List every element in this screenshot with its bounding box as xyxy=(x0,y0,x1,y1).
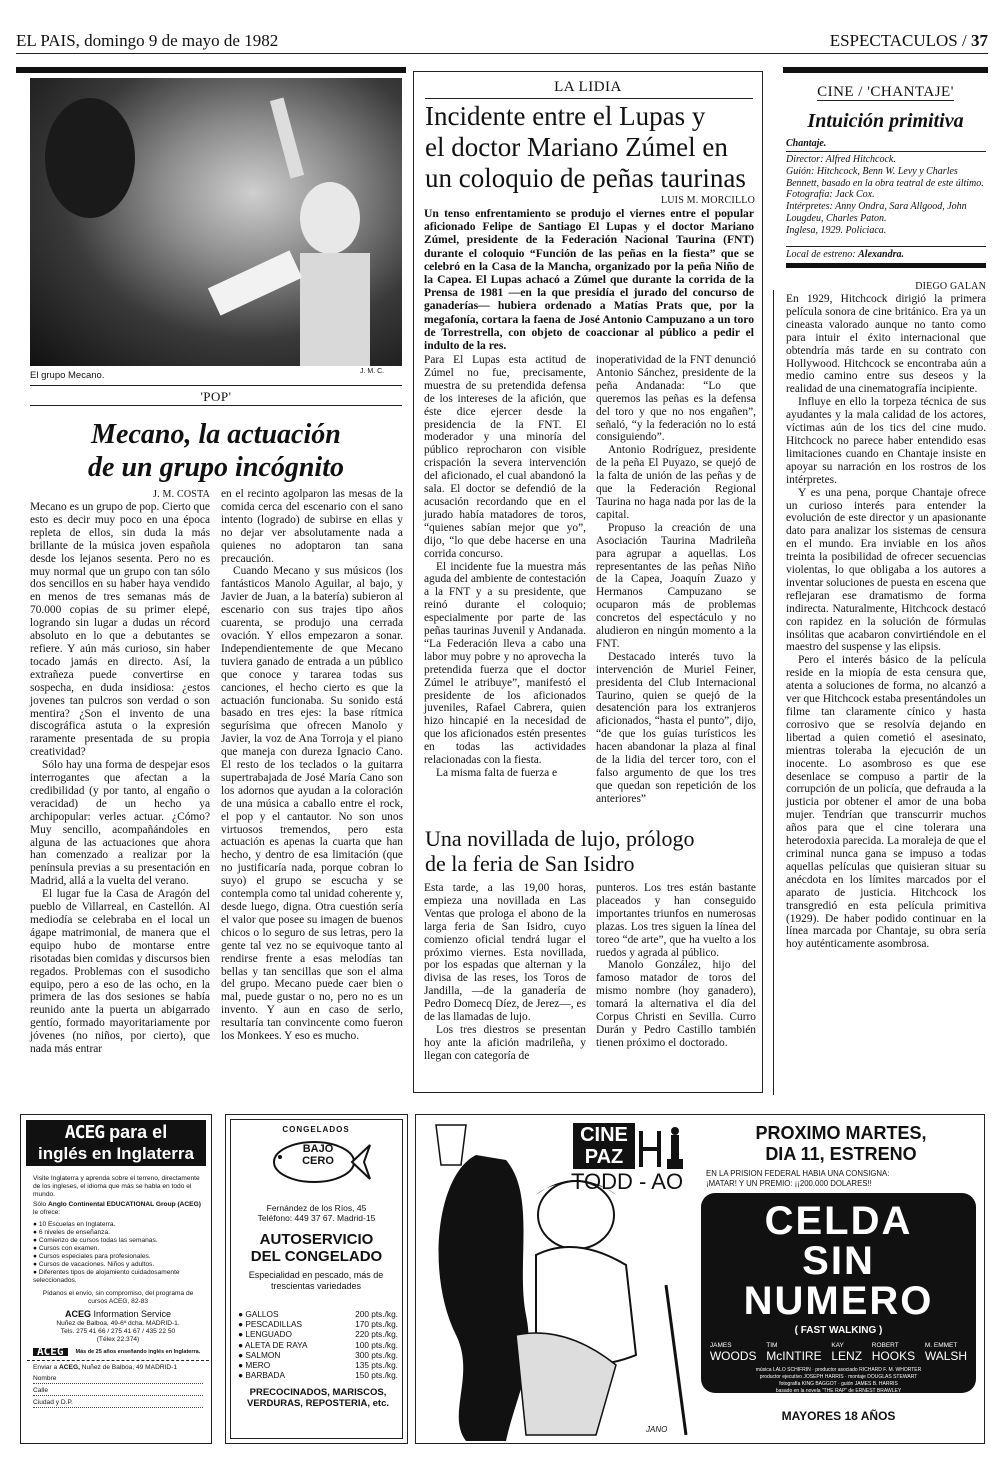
band-silhouette xyxy=(30,78,402,366)
text: ACEG, xyxy=(59,1364,80,1371)
price: 170 pts./kg. xyxy=(355,1319,398,1330)
headline-line: Mecano, la actuación xyxy=(91,419,341,450)
item: ALETA DE RAYA xyxy=(244,1339,308,1350)
price-row: ● SALMON 300 pts./kg. xyxy=(238,1349,398,1360)
aceg-tagline: Más de 25 años enseñando inglés en Inglaterra. xyxy=(75,1349,201,1355)
cast-last: WALSH xyxy=(924,1349,968,1363)
paragraph: La misma falta de fuerza e xyxy=(436,767,558,779)
price: 220 pts./kg. xyxy=(355,1329,398,1340)
price: 300 pts./kg. xyxy=(355,1349,398,1360)
price-row: ● PESCADILLAS 170 pts./kg. xyxy=(238,1319,398,1330)
item: SALMON xyxy=(245,1349,281,1360)
photo-caption: El grupo Mecano. xyxy=(30,370,105,381)
banner-text: inglés en Inglaterra xyxy=(38,1144,194,1163)
headline-line: de un grupo incógnito xyxy=(88,452,344,483)
cast-member xyxy=(872,1342,915,1363)
cast-last: HOOKS xyxy=(871,1349,916,1363)
artist-signature: JANO xyxy=(646,1425,668,1434)
raised-arm xyxy=(270,98,304,179)
film-credits xyxy=(786,154,986,237)
price-row: ● ALETA DE RAYA 100 pts./kg. xyxy=(238,1339,398,1350)
woman-hair xyxy=(439,1155,529,1441)
item: BARBADA xyxy=(245,1370,285,1381)
credit-line: productor y director JAMES B. HARRIS xyxy=(794,1395,883,1401)
price-row: ● MERO 135 pts./kg. xyxy=(238,1360,398,1371)
rule xyxy=(425,98,753,99)
original-title: ( FAST WALKING ) xyxy=(794,1325,883,1336)
aceg-address: Nuñez de Balboa, 49-6º dcha. MADRID-1. xyxy=(56,1320,180,1327)
bullet-item: ● Cursos con examen. xyxy=(33,1245,100,1252)
emblem-icon xyxy=(436,1125,466,1165)
rule xyxy=(786,151,986,152)
cast-last: LENZ xyxy=(831,1349,863,1363)
text: ACEG xyxy=(64,1309,91,1319)
lidia-headline xyxy=(425,101,755,194)
format-todd-ao: TODD - AO xyxy=(571,1169,684,1194)
section-tag-lidia: LA LIDIA xyxy=(554,79,622,95)
aceg-footer xyxy=(33,1345,203,1358)
bullet-item: ● 10 Escuelas en Inglaterra. xyxy=(33,1221,116,1228)
store-phone: Teléfono: 449 37 67. Madrid-15 xyxy=(257,1213,376,1223)
paragraph: Esta tarde, a las 19,00 horas, empieza una novillada en Las Ventas que prologa el abono de la larga feria de San Isidro, cuyo comienzo oficial tendrá lugar el próximo viernes. Esta novillada, por los espadas que alternan y la divisa de las reses, los Toros de Jandilla, —de la ganadería de Pedro Domecq Díez, de Jerez—, es de las llamadas de lujo. xyxy=(424,882,586,1024)
page-masthead xyxy=(16,8,988,54)
cast-first: KAY xyxy=(831,1342,844,1349)
aceg-telex: (Télex 22.374) xyxy=(96,1336,140,1343)
headline-line: DEL CONGELADO xyxy=(250,1248,383,1265)
paragraph: El lugar fue la Casa de Aragón del pueblo de Villarreal, en Castellón. Al mediodía se celebraba en el local un ágape matrimonial, de manera que el equipo hubo de montarse entre risotadas bien comidas y discursos bien regados. Problemas con el susodicho equipo, pero a eso de las ocho, en la primera de las dos sesiones se había reunido ante la puerta un abigarrado gentío, formado mayoritariamente por jóvenes (no niños, por cierto), que nada más entrar xyxy=(30,888,211,1056)
paragraph: Pero el interés básico de la película reside en la miopía de esta censura que, atenta a soluciones de forma, no alcanzó a ver que Hitchcock estaba presentándoles un filme tan claramente cínico y hasta corrosivo que se resolvía dejando en libertad a quien cometió el asesinato, mientras toleraba la ejecución de un inocente. Lo asombroso es que ese desenlace se compuso a partir de la corrupción de un policía, que defrauda a la justicia por obtener el amor de una boba mujer. Tendrían que transcurrir muchos años para que el cine tolerara una heterodoxia parecida. La moraleja de que el criminal nunca gana se impuso a todas aquellas películas que quisieran situar su anécdota en los límites marcados por el aparato de justicia. Hitchcock los transgredió en esta película primitiva (1929). De haber podido continuar en la línea marcada por Chantaje, su obra sería hoy auténticamente asombrosa. xyxy=(786,654,986,951)
aceg-phones: Tels. 275 41 66 / 275 41 67 / 435 22 50 xyxy=(60,1328,176,1335)
bullet-text: Cursos de vacaciones. Niños y adultos. xyxy=(38,1261,155,1268)
field-label: Calle xyxy=(33,1387,49,1394)
coupon-field-name[interactable] xyxy=(33,1375,203,1384)
bullet-item: ● Diferentes tipos de alojamiento cuidadosamente seleccionados. xyxy=(33,1269,180,1284)
ad-aceg xyxy=(20,1114,212,1444)
tagline-line: ¡MATAR! Y UN PREMIO: ¡¡200.000 DOLARES!! xyxy=(706,1178,872,1188)
venue-name: Alexandra. xyxy=(858,249,904,260)
bullet-item: ● Cursos de vacaciones. Niños y adultos. xyxy=(33,1261,155,1268)
item: PESCADILLAS xyxy=(245,1319,303,1330)
price-row: ● BARBADA 150 pts./kg. xyxy=(238,1370,398,1381)
tagline-line: EN LA PRISION FEDERAL HABIA UNA CONSIGNA: xyxy=(706,1169,890,1178)
cine-headline: Intuición primitiva xyxy=(807,110,964,132)
credit-line: Guión: Hitchcock, Benn W. Levy y Charles Bennett, basado en la obra teatral de este último. xyxy=(786,165,984,189)
headline-line: de la feria de San Isidro xyxy=(425,851,635,876)
cast-last: WOODS xyxy=(709,1349,757,1363)
rule xyxy=(783,67,988,73)
bullet-text: Cursos especiales para profesionales. xyxy=(38,1253,151,1260)
cast-last: McINTIRE xyxy=(766,1349,822,1363)
price: 200 pts./kg. xyxy=(355,1309,398,1319)
store-address: Fernández de los Ríos, 45 xyxy=(266,1203,367,1213)
credit-line: Fotografía: Jack Cox. xyxy=(786,189,875,201)
brand-line: CERO xyxy=(302,1155,334,1167)
coupon-field-city[interactable] xyxy=(33,1399,203,1408)
section-tag-cine xyxy=(783,84,988,101)
coupon-field-street[interactable] xyxy=(33,1387,203,1396)
field-label: Ciudad y D.P. xyxy=(33,1399,73,1406)
headline-line: el doctor Mariano Zúmel en xyxy=(425,132,728,162)
text: Sólo xyxy=(33,1201,49,1208)
section-tag-pop: 'POP' xyxy=(200,389,232,404)
aceg-bullets xyxy=(33,1221,203,1285)
bullet-item: ● Cursos especiales para profesionales. xyxy=(33,1253,151,1260)
price: 150 pts./kg. xyxy=(355,1370,398,1381)
guitar xyxy=(208,250,302,315)
banner-text: para el xyxy=(104,1122,168,1142)
aceg-small-logo: ACEG xyxy=(33,1348,68,1356)
arc-text: CONGELADOS xyxy=(282,1125,350,1134)
lidia-column-2 xyxy=(596,354,756,806)
singer-body xyxy=(300,253,370,366)
item: LENGUADO xyxy=(245,1329,292,1340)
release-line: PROXIMO MARTES, xyxy=(755,1123,927,1143)
paragraph: Sólo hay una forma de despejar esos interrogantes que afectan a la credibilidad (y por tanto, al engaño o veracidad) de un hecho ya archipopular: verles actuar. ¿Cómo? Muy sencillo, acompañándoles en alguna de las actuaciones que ahora han comenzado a realizar por la península previas a su presentación en Madrid, allá a la vuelta del verano. xyxy=(30,759,210,888)
photo-credit: J. M. C. xyxy=(360,368,385,375)
lidia-lead xyxy=(424,207,754,352)
bullet-text: Cursos con examen. xyxy=(38,1245,100,1252)
paragraph: inoperatividad de la FNT denunció Antonio Sánchez, presidente de la peña Andanada: “Lo que queremos las peñas es la defensa del toro y que no nos engañen”, señaló, “y la federación no lo está consiguiendo”. xyxy=(596,354,756,444)
brand-line: BAJO xyxy=(302,1143,334,1155)
cinema-name-line: PAZ xyxy=(584,1146,624,1168)
cine-body xyxy=(786,293,986,951)
bullet-text: 6 niveles de enseñanza. xyxy=(38,1229,110,1236)
mecano-column-2 xyxy=(221,488,403,1043)
paper-date: EL PAIS, domingo 9 de mayo de 1982 xyxy=(16,31,279,50)
section-tag-text: CINE / 'CHANTAJE' xyxy=(817,84,954,100)
film-credits-block xyxy=(701,1367,976,1402)
paragraph: En 1929, Hitchcock dirigió la primera película sonora de cine británico. Era ya un cineasta valorado aunque no tanto como para intuir el éxito internacional que obtendría más tarde en su contrato con Hollywood. Hitchcock se encontraba aún a medio camino entre sus deseos y la realidad de una cinematografía incipiente. xyxy=(786,293,986,396)
text: Enviar a xyxy=(33,1364,60,1371)
paragraph: Para El Lupas esta actitud de Zúmel no fue, precisamente, muestra de su pretendida defensa de los intereses de la afición, que éste dice ejercer desde la presidencia de la FNT. El moderador y una minoría del público reprocharon con visible crispación la severa intervención del aficionado, el cual abandonó la sala. El doctor se defendió de la acusación recordando que en el jurado había matadores de toros, “quienes sabían mejor que yo”, dijo, “lo que debe hacerse en una corrida concurso. xyxy=(424,354,586,560)
coupon-send xyxy=(33,1364,203,1372)
novillada-headline xyxy=(425,826,755,876)
venue xyxy=(786,249,986,260)
cast-member xyxy=(831,1342,862,1363)
cast-member xyxy=(925,1342,967,1363)
cast-first: TIM xyxy=(766,1342,778,1349)
specialty: Especialidad en pescado, más de trescientas variedades xyxy=(248,1270,384,1291)
credit-line: Inglesa, 1929. Policiaca. xyxy=(786,224,887,236)
rule xyxy=(30,405,402,406)
bullet-text: Comienzo de cursos todas las semanas. xyxy=(38,1237,158,1244)
item: MERO xyxy=(245,1360,271,1371)
column-divider xyxy=(773,290,774,1095)
film-title-line: CELDA xyxy=(764,1199,913,1243)
text: le ofrece: xyxy=(33,1209,61,1216)
price-list xyxy=(238,1309,398,1380)
price-row: ● GALLOS 200 pts./kg. xyxy=(238,1309,398,1319)
paragraph: Influye en ello la torpeza técnica de sus ayudantes y la mala calidad de los actores, víctimas aún de los tics del cine mudo. Hitchcock no parece haber entendido esas limitaciones cuando en Chantaje insiste en apoyar su narración en los rostros de los intérpretes. xyxy=(786,396,986,486)
paragraph: Propuso la creación de una Asociación Taurina Madrileña para agrupar a aquellas. Los representantes de las peñas Niño de la Capea, Joaquín Zuazo y Hermanos Campuzano se ocuparon más de problemas concretos del espectáculo y no aludieron en ningún momento a la FNT. xyxy=(596,521,756,650)
price: 135 pts./kg. xyxy=(355,1360,398,1371)
release-line: DIA 11, ESTRENO xyxy=(765,1144,917,1164)
text: Information Service xyxy=(90,1309,172,1319)
oscar-statue-icon xyxy=(637,1123,687,1171)
bullet-item: ● 6 niveles de enseñanza. xyxy=(33,1229,110,1236)
coupon-cut-line xyxy=(27,1360,209,1361)
aceg-service xyxy=(33,1310,203,1318)
store-headline xyxy=(234,1231,399,1265)
section-name: ESPECTACULOS / xyxy=(829,31,971,50)
price: 100 pts./kg. xyxy=(355,1339,398,1350)
price-row: ● LENGUADO 220 pts./kg. xyxy=(238,1329,398,1340)
rule xyxy=(786,263,986,268)
cinema-logo xyxy=(573,1123,635,1169)
headline-line: un coloquio de peñas taurinas xyxy=(425,163,746,193)
cinema-name-line: CINE xyxy=(580,1124,628,1146)
paragraph: punteros. Los tres están bastante placeados y han conseguido importantes triunfos en numerosas plazas. Los tres siguen la línea del toreo “de arte”, que ha vuelto a los ruedos y agrada al público. xyxy=(596,882,756,959)
credit-line: productor ejecutivo JOSEPH HARRIS · montaje DOUGLAS STEWART xyxy=(759,1374,918,1380)
release-date xyxy=(706,1123,976,1165)
silhouette-left xyxy=(45,98,135,218)
aceg-request: Pídanos el envío, sin compromiso, del programa de cursos ACEG, 82-83 xyxy=(42,1290,194,1305)
aceg-intro: Visite Inglaterra y aprenda sobre el terreno, directamente de los ingleses, el idioma que más se habla en todo el mundo. xyxy=(33,1175,200,1198)
paragraph: Mecano es un grupo de pop. Cierto que esto es decir muy poco en una época repleta de ellos, sin duda la más brillante de la música joven española desde los lejanos sesenta. Pero no es muy normal que un grupo con tan sólo dos sencillos en su haber haya vendido en menos de tres semanas más de 70.000 copias de su primer elepé, logrando sin lugar a dudas un récord absoluto en lo que a debutantes se refiere. Y aún más curioso, sin haber tocado jamás en directo. Así, la extrañeza puede convertirse en sospecha, en duda insidiosa: ¿estos jovenes tan pulcros son verdad o son mentira? ¿Son el invento de una discográfica astuta o la expresión raramente presentada de su propia creatividad? xyxy=(30,501,210,759)
cast-first: ROBERT xyxy=(871,1342,899,1349)
film-title-panel xyxy=(701,1193,976,1401)
lidia-column-1 xyxy=(424,354,586,780)
store-contact xyxy=(234,1203,399,1223)
film-title-line: SIN xyxy=(802,1239,875,1283)
novillada-column-1 xyxy=(424,882,586,1063)
rule xyxy=(30,385,402,386)
item: GALLOS xyxy=(245,1309,279,1319)
cast-list xyxy=(705,1342,972,1363)
cast-member xyxy=(710,1342,757,1363)
paragraph: El incidente fue la muestra más aguda del ambiente de contestación a la FNT y a su presidente, que reinó durante el coloquio; especialmente por parte de las peñas taurinas Juvenil y Andanada. “La Federación lleva a cabo una labor muy pobre y no aprovecha la pretendida fuerza que el doctor Zúmel le atribuye”, manifestó el presidente de los aficionados juveniles, Rafael Cabrera, quien hizo hincapié en la necesidad de que los aficionados estén presentes en todas las actividades relacionadas con la fiesta. xyxy=(424,560,586,767)
headline-line: Una novillada de lujo, prólogo xyxy=(425,826,695,851)
byline: LUIS M. MORCILLO xyxy=(660,195,755,206)
headline-line: Incidente entre el Lupas y xyxy=(425,101,706,131)
brand-name xyxy=(278,1143,358,1167)
lead-paragraph: Un tenso enfrentamiento se produjo el viernes entre el popular aficionado Felipe de Santiago El Lupas y el doctor Mariano Zúmel, presidente de la Federación Nacional Taurina (FNT) durante el coloquio “Función de las peñas en la fiesta” que se celebró en la Casa de la Mancha, organizado por la peña Niño de la Capea. El Lupas achacó a Zúmel que durante la corrida de la Prensa de 1981 —en la que presidía el jurado del concurso de ganaderías— hubiera ordenado a Matías Prats que, por la megafonía, cortara la faena de José Antonio Campuzano a un toro de Torrestrella, con objeto de coaccionar al público a pedir el indulto de la res. xyxy=(424,207,754,353)
novillada-column-2 xyxy=(596,882,756,1050)
rifle xyxy=(666,1285,686,1435)
credit-line: música LALO SCHIFRIN · productor asociado RICHARD F. M. WHORTER xyxy=(755,1367,922,1373)
aceg-banner xyxy=(26,1120,206,1166)
singer-head xyxy=(300,182,360,254)
bullet-text: Diferentes tipos de alojamiento cuidadosamente seleccionados. xyxy=(33,1269,180,1284)
cast-first: JAMES xyxy=(709,1342,732,1349)
paragraph: Los tres diestros se presentan hoy ante la afición madrileña, y llegan con categoría de xyxy=(424,1023,586,1062)
credit-line: Director: Alfred Hitchcock. xyxy=(786,154,896,165)
credit-line: basado en la novela “THE RAP” de ERNEST BRAWLEY xyxy=(775,1388,902,1394)
aceg-org: Anglo Continental EDUCATIONAL Group (ACEG) xyxy=(48,1201,201,1208)
field-label: Nombre xyxy=(33,1375,57,1382)
text: Nuñez de Balboa, 49 MADRID-1 xyxy=(79,1364,178,1371)
film-title-line: NUMERO xyxy=(743,1279,934,1323)
page-number: 37 xyxy=(971,31,988,50)
ad-bajo-cero xyxy=(225,1114,408,1444)
film-title: Chantaje. xyxy=(786,138,827,149)
rule xyxy=(16,67,406,73)
film-tagline xyxy=(706,1169,976,1188)
headline-line: AUTOSERVICIO xyxy=(259,1231,374,1248)
mecano-photo xyxy=(30,78,402,366)
bullet-item: ● Comienzo de cursos todas las semanas. xyxy=(33,1237,158,1244)
byline: DIEGO GALAN xyxy=(915,281,986,292)
store-footer: PRECOCINADOS, MARISCOS, VERDURAS, REPOSTERIA, etc. xyxy=(247,1387,389,1409)
paragraph: Cuando Mecano y sus músicos (los fantásticos Manolo Aguilar, al bajo, y Javier de Juan, a la batería) subieron al escenario con sus trajes tipo años cuarenta, se produjo una cerrada ovación. Y ellos empezaron a sonar. Independientemente de que Mecano tuviera ganado de entrada a un público que conoce y tararea todas sus canciones, el hecho cierto es que la actuación funcionaba. Su sonido está basado en tres ejes: la base rítmica segurísima que ofrecen Manolo y Javier, la voz de Ana Torroja y el piano que maneja con dureza Ignacio Cano. El resto de los teclados o la guitarra supertrabajada de José María Cano son los adornos que ayudan a la coloración de una música a caballo entre el rock, el pop y el cantautor. No son unos virtuosos tremendos, pero esta actuación es apenas la cuarta que han hecho, y dentro de esa limitación (que no justificaría nada, porque cobran lo suyo) el grupo se escucha y se contempla como tal unidad coherente y, desde luego, digna. Otra cuestión sería el valor que posee su imagen de buenos chicos o lo seguro de sus letras, pero la gente tal vez no se equivoque tanto al rendirse frente a esas melodías tan bellas y tan sencillas que son el alma del grupo. Mecano puede caer bien o mal, puede gustar o no, pero no es un invento. Y aun en caso de serlo, resultaría tan convincente como fueron los Monkees. Y eso es mucho. xyxy=(221,565,403,1043)
mecano-column-1 xyxy=(30,501,210,1056)
cast-first: M. EMMET xyxy=(924,1342,958,1349)
paragraph: en el recinto agolparon las mesas de la comida cerca del escenario con el sano intento (logrado) de subirse en ellas y no dejar ver absolutamente nada a quienes no adoptaron tan sana precaución. xyxy=(221,488,403,565)
venue-label: Local de estreno: xyxy=(786,249,859,260)
ad-cine-paz xyxy=(415,1114,985,1444)
cast-member xyxy=(766,1342,821,1363)
aceg-body xyxy=(33,1175,203,1408)
section-page xyxy=(830,31,988,51)
paragraph: Manolo González, hijo del famoso matador de toros del mismo nombre (hoy ganadero), tomará la alternativa el día del Corpus Christi en Sevilla. Curro Durán y Pedro Castillo también tienen próximo el doctorado. xyxy=(596,959,756,1049)
age-rating: MAYORES 18 AÑOS xyxy=(781,1409,896,1423)
mecano-headline xyxy=(30,418,402,484)
paragraph: Y es una pena, porque Chantaje ofrece un curioso interés para entender la evolución de este director y un apasionante dato para analizar los sistemas de censura en el mundo. Era inviable en los años treinta la posibilidad de ofrecer secuencias violentas, lo que obligaba a los autores a inventar soluciones de puesta en escena que reflejaran ese dramatismo de forma indirecta. Naturalmente, Hitchcock destacó con rapidez en la solución de fórmulas insólitas que acabaron convirtiéndole en el maestro del suspense y las elipsis. xyxy=(786,486,986,654)
aceg-logo: ACEG xyxy=(64,1122,105,1143)
paragraph: Antonio Rodríguez, presidente de la peña El Puyazo, se quejó de la falta de unión de las peñas y de que la Federación Regional Taurina no haga nada por las de la capital. xyxy=(596,444,756,521)
credit-line: fotografía KING BAGGOT · guión JAMES B. HARRIS xyxy=(779,1381,898,1387)
bullet-text: 10 Escuelas en Inglaterra. xyxy=(38,1221,116,1228)
byline: J. M. COSTA xyxy=(153,489,210,500)
rule xyxy=(786,246,986,247)
paragraph: Destacado interés tuvo la intervención de Muriel Feiner, presidenta del Club Internacional Taurino, quien se quejó de la desatención para los extranjeros aficionados, “hasta el punto”, dijo, “de que los guías turísticos les hacen abandonar la plaza al final de la lidia del tercer toro, con el falso argumento de que los tres que quedan son repetición de los anteriores” xyxy=(596,650,756,805)
credit-line: Intérpretes: Anny Ondra, Sara Allgood, John Lougdeu, Charles Paton. xyxy=(786,201,967,224)
